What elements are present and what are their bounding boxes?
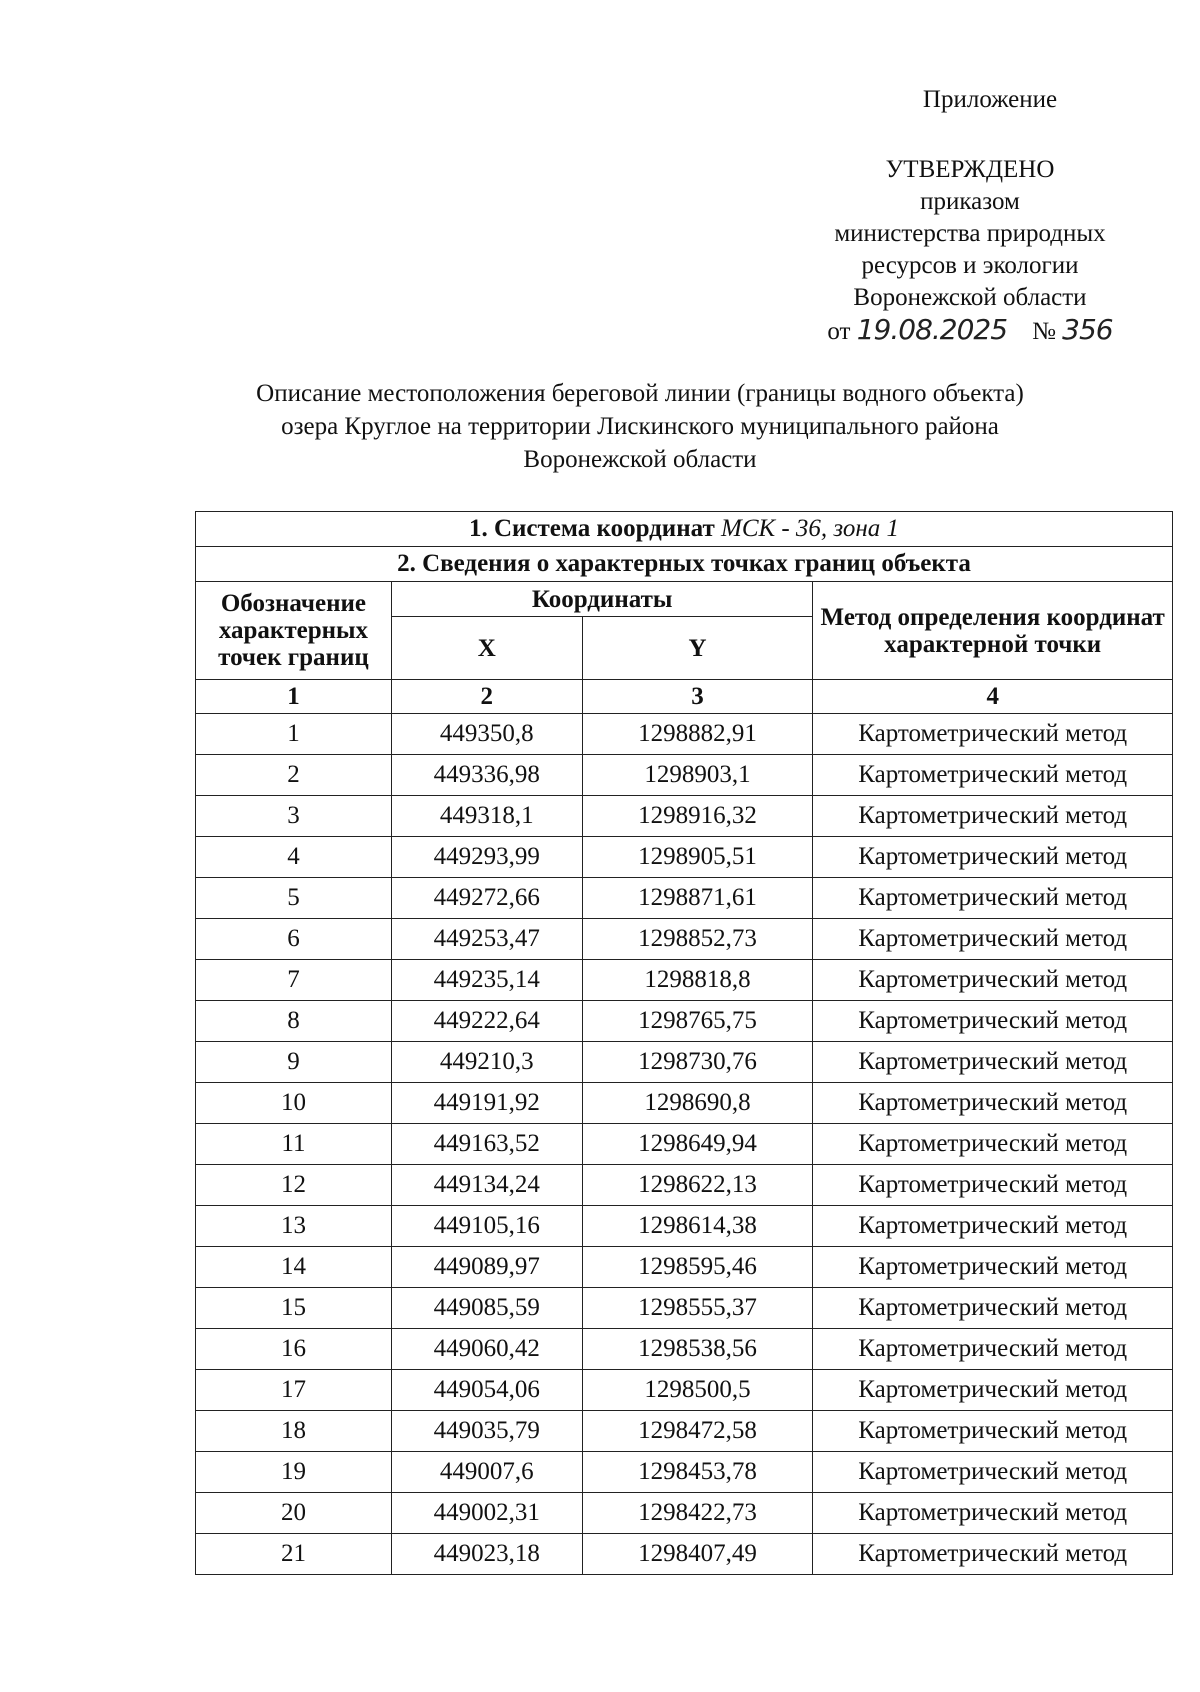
y-coordinate-cell: 1298882,91 [582,714,813,755]
x-coordinate-cell: 449007,6 [391,1452,582,1493]
y-coordinate-cell: 1298871,61 [582,878,813,919]
approval-line: Воронежской области [853,284,1087,311]
table-row [196,1288,1173,1329]
x-coordinate-cell: 449235,14 [391,960,582,1001]
x-coordinate-cell: 449253,47 [391,919,582,960]
x-coordinate-cell: 449023,18 [391,1534,582,1575]
y-coordinate-cell: 1298916,32 [582,796,813,837]
method-cell: Картометрический метод [813,796,1173,837]
point-number-cell: 2 [196,755,392,796]
column-number-row [196,680,1173,714]
table-row [196,1247,1173,1288]
method-cell: Картометрический метод [813,1534,1173,1575]
document-title [160,377,1120,476]
y-coordinate-cell: 1298614,38 [582,1206,813,1247]
y-coordinate-cell: 1298595,46 [582,1247,813,1288]
x-coordinate-cell: 449060,42 [391,1329,582,1370]
method-cell: Картометрический метод [813,755,1173,796]
x-coordinate-cell: 449191,92 [391,1083,582,1124]
section-coordinate-system [196,512,1173,547]
point-number-cell: 19 [196,1452,392,1493]
approval-line: приказом [920,188,1020,215]
table-row [196,1206,1173,1247]
table-row [196,1493,1173,1534]
column-number: 4 [813,680,1173,714]
table-row [196,1165,1173,1206]
point-number-cell: 11 [196,1124,392,1165]
column-number: 2 [391,680,582,714]
method-cell: Картометрический метод [813,1370,1173,1411]
table-row [196,919,1173,960]
method-cell: Картометрический метод [813,1206,1173,1247]
y-coordinate-cell: 1298472,58 [582,1411,813,1452]
title-line: Описание местоположения береговой линии (границы водного объекта) [256,380,1024,407]
point-number-cell: 4 [196,837,392,878]
coordinates-table [195,511,1173,1575]
annex-label: Приложение [922,86,1058,113]
y-coordinate-cell: 1298690,8 [582,1083,813,1124]
point-number-cell: 18 [196,1411,392,1452]
table-row [196,1411,1173,1452]
header-coordinates: Координаты [391,582,813,617]
order-date-handwritten: 19.08.2025 [856,313,1008,346]
y-coordinate-cell: 1298852,73 [582,919,813,960]
point-number-cell: 13 [196,1206,392,1247]
method-cell: Картометрический метод [813,837,1173,878]
method-cell: Картометрический метод [813,1411,1173,1452]
y-coordinate-cell: 1298903,1 [582,755,813,796]
column-number: 1 [196,680,392,714]
table-row [196,796,1173,837]
table-row [196,878,1173,919]
point-number-cell: 21 [196,1534,392,1575]
method-cell: Картометрический метод [813,878,1173,919]
x-coordinate-cell: 449272,66 [391,878,582,919]
point-number-cell: 15 [196,1288,392,1329]
y-coordinate-cell: 1298407,49 [582,1534,813,1575]
method-cell: Картометрический метод [813,1042,1173,1083]
y-coordinate-cell: 1298622,13 [582,1165,813,1206]
table-body [196,714,1173,1575]
table-row [196,1083,1173,1124]
x-coordinate-cell: 449054,06 [391,1370,582,1411]
section1-label: 1. Система координат [468,515,715,542]
order-number-label: № [1032,318,1056,345]
point-number-cell: 20 [196,1493,392,1534]
point-number-cell: 8 [196,1001,392,1042]
table-row [196,1042,1173,1083]
x-coordinate-cell: 449085,59 [391,1288,582,1329]
table-row [196,755,1173,796]
y-coordinate-cell: 1298649,94 [582,1124,813,1165]
method-cell: Картометрический метод [813,1001,1173,1042]
order-prefix: от [827,318,851,345]
title-line: Воронежской области [523,446,757,473]
method-cell: Картометрический метод [813,1329,1173,1370]
table-row [196,1370,1173,1411]
method-cell: Картометрический метод [813,960,1173,1001]
method-cell: Картометрический метод [813,1493,1173,1534]
title-line: озера Круглое на территории Лискинского муниципального района [281,413,999,440]
x-coordinate-cell: 449336,98 [391,755,582,796]
point-number-cell: 1 [196,714,392,755]
x-coordinate-cell: 449105,16 [391,1206,582,1247]
method-cell: Картометрический метод [813,1288,1173,1329]
x-coordinate-cell: 449163,52 [391,1124,582,1165]
point-number-cell: 10 [196,1083,392,1124]
point-number-cell: 17 [196,1370,392,1411]
table-row [196,837,1173,878]
section1-value: МСК - 36, зона 1 [721,515,900,542]
table-header-row [196,582,1173,617]
y-coordinate-cell: 1298765,75 [582,1001,813,1042]
method-cell: Картометрический метод [813,1083,1173,1124]
x-coordinate-cell: 449134,24 [391,1165,582,1206]
method-cell: Картометрический метод [813,714,1173,755]
y-coordinate-cell: 1298422,73 [582,1493,813,1534]
approval-line: ресурсов и экологии [861,252,1079,279]
y-coordinate-cell: 1298818,8 [582,960,813,1001]
y-coordinate-cell: 1298555,37 [582,1288,813,1329]
table-row [196,1329,1173,1370]
method-cell: Картометрический метод [813,1247,1173,1288]
point-number-cell: 6 [196,919,392,960]
x-coordinate-cell: 449318,1 [391,796,582,837]
column-number: 3 [582,680,813,714]
table-row [196,714,1173,755]
order-line [760,314,1180,348]
table-row [196,1001,1173,1042]
method-cell: Картометрический метод [813,1165,1173,1206]
point-number-cell: 12 [196,1165,392,1206]
header-point: Обозначение характерных точек границ [196,582,392,680]
y-coordinate-cell: 1298453,78 [582,1452,813,1493]
x-coordinate-cell: 449035,79 [391,1411,582,1452]
approval-block [760,84,1180,348]
header-x: X [391,617,582,680]
point-number-cell: 9 [196,1042,392,1083]
order-number-handwritten: 356 [1062,313,1113,346]
method-cell: Картометрический метод [813,1124,1173,1165]
method-cell: Картометрический метод [813,919,1173,960]
x-coordinate-cell: 449210,3 [391,1042,582,1083]
point-number-cell: 7 [196,960,392,1001]
point-number-cell: 3 [196,796,392,837]
table-row [196,1452,1173,1493]
table-row [196,960,1173,1001]
y-coordinate-cell: 1298500,5 [582,1370,813,1411]
point-number-cell: 14 [196,1247,392,1288]
method-cell: Картометрический метод [813,1452,1173,1493]
header-method: Метод определения координат характерной точки [813,582,1173,680]
x-coordinate-cell: 449222,64 [391,1001,582,1042]
section-boundary-points [196,547,1173,582]
x-coordinate-cell: 449293,99 [391,837,582,878]
table-row [196,1534,1173,1575]
table-row [196,1124,1173,1165]
x-coordinate-cell: 449350,8 [391,714,582,755]
header-y: Y [582,617,813,680]
y-coordinate-cell: 1298538,56 [582,1329,813,1370]
approval-line: министерства природных [834,220,1106,247]
y-coordinate-cell: 1298730,76 [582,1042,813,1083]
point-number-cell: 16 [196,1329,392,1370]
x-coordinate-cell: 449089,97 [391,1247,582,1288]
approved-label: УТВЕРЖДЕНО [885,156,1055,183]
y-coordinate-cell: 1298905,51 [582,837,813,878]
point-number-cell: 5 [196,878,392,919]
section2-label: 2. Сведения о характерных точках границ объекта [196,547,1173,582]
x-coordinate-cell: 449002,31 [391,1493,582,1534]
